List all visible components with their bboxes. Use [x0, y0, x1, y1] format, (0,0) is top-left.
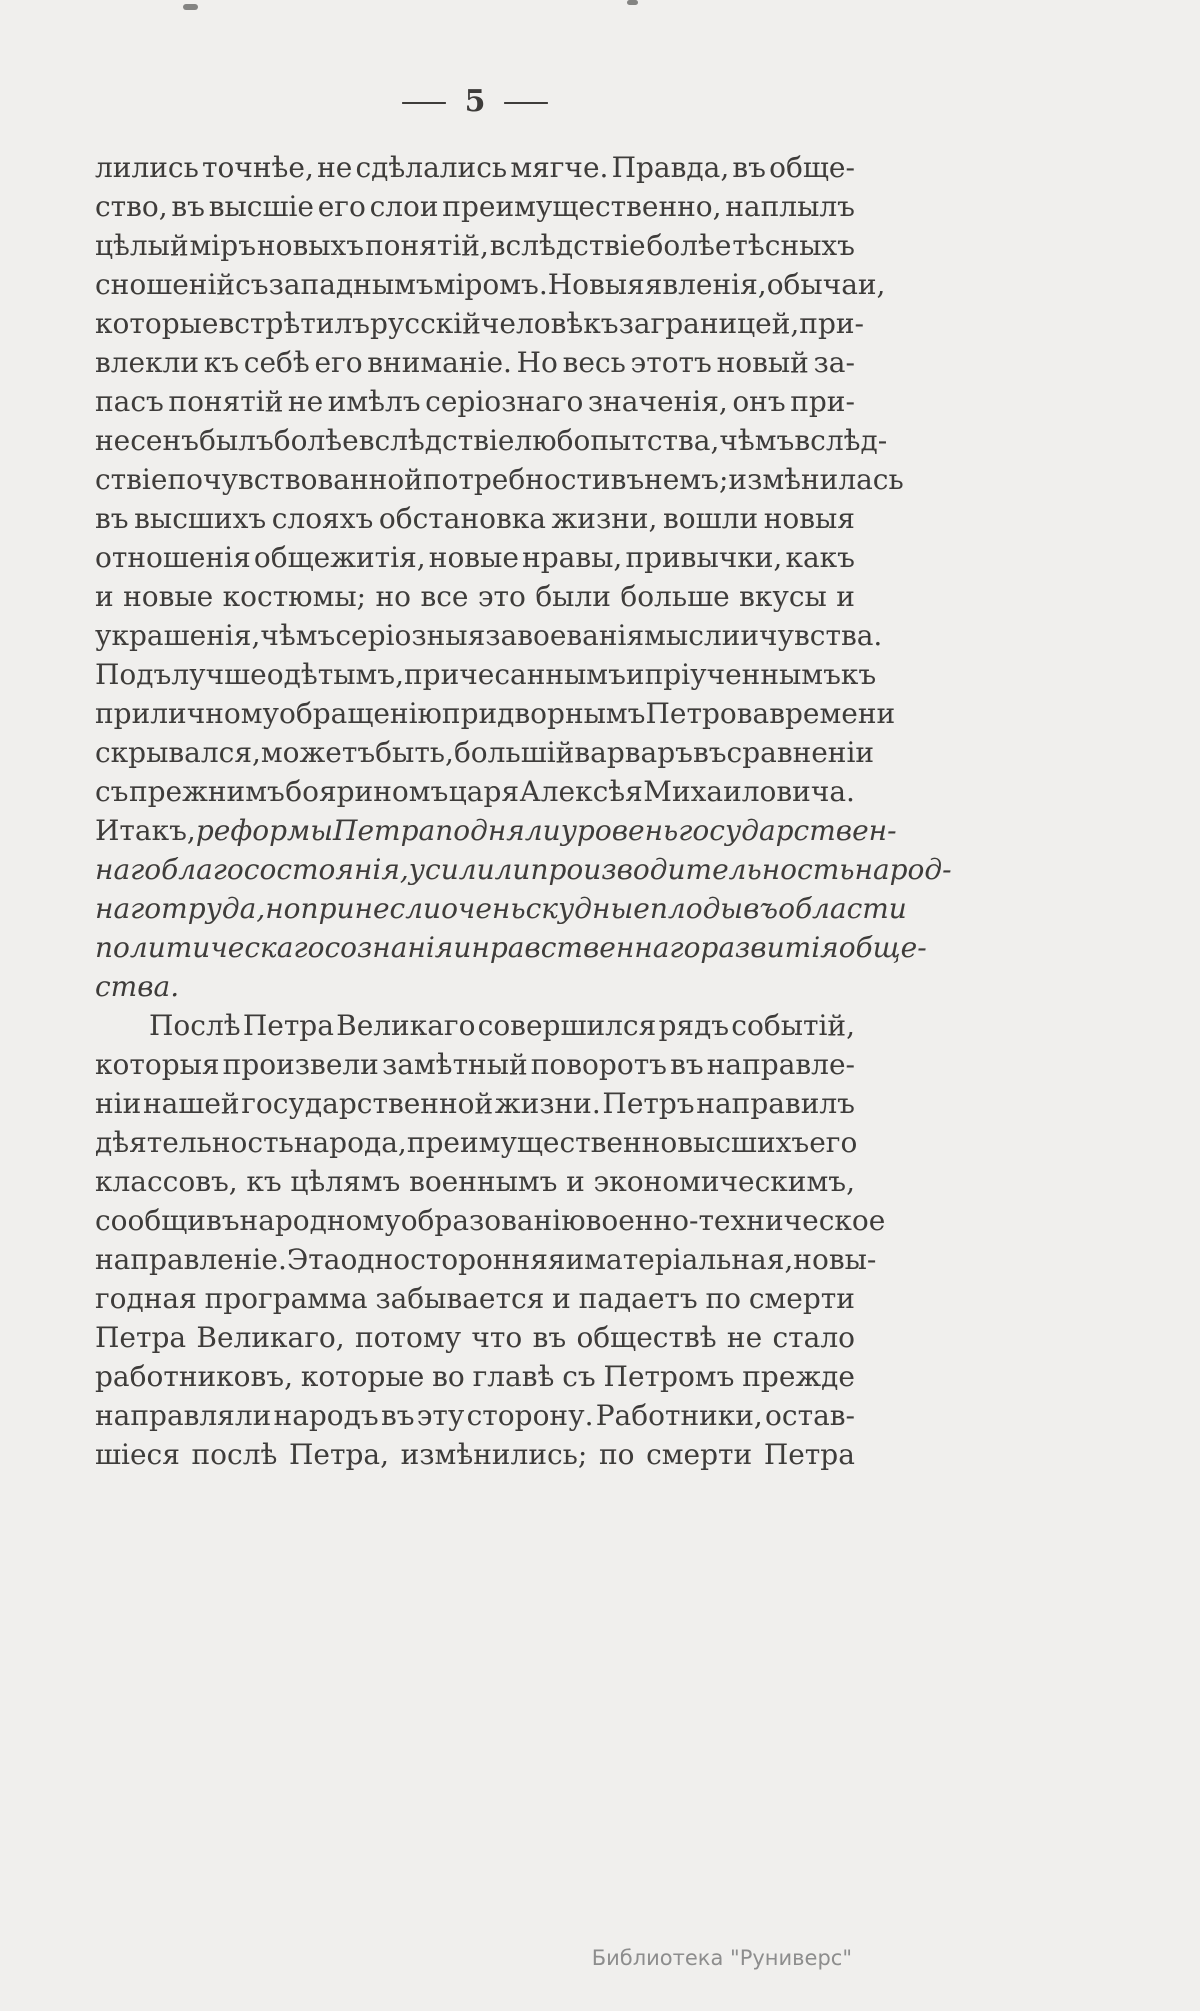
word: Петръ	[602, 1087, 695, 1120]
word: болѣе	[646, 229, 732, 262]
word: произвели	[222, 1048, 379, 1081]
word: это	[477, 580, 526, 613]
word: не	[287, 385, 324, 418]
word: остав-	[765, 1399, 855, 1432]
word-italic: развитія	[700, 931, 839, 964]
word: сторону.	[466, 1399, 594, 1432]
text-line	[95, 1123, 858, 1162]
word: отношенія	[95, 541, 251, 574]
word: по	[598, 1438, 635, 1471]
word: обществѣ	[576, 1321, 717, 1354]
text-line	[95, 382, 855, 421]
word: и	[740, 619, 760, 652]
word: направленіе.	[95, 1243, 287, 1276]
word: чѣмъ	[260, 619, 336, 652]
word: цѣлый	[95, 229, 189, 262]
word: которыя	[95, 1048, 220, 1081]
word: тѣсныхъ	[732, 229, 855, 262]
word: народъ	[273, 1399, 379, 1432]
word: были	[535, 580, 611, 613]
word-italic: сознанія	[324, 931, 454, 964]
word: народному	[239, 1204, 401, 1237]
word: по	[705, 1282, 742, 1315]
scan-artifact	[627, 0, 638, 5]
page-number: 5	[464, 84, 486, 119]
word: костюмы;	[222, 580, 367, 613]
word: стало	[772, 1321, 855, 1354]
word: сдѣлались	[355, 151, 508, 184]
word: приличному	[95, 697, 279, 730]
word: обще-	[769, 151, 855, 184]
word-italic: и	[453, 931, 472, 964]
text-line	[95, 811, 897, 850]
word: цѣлямъ	[290, 1165, 401, 1198]
word: времени	[769, 697, 896, 730]
word-italic: обще-	[838, 931, 927, 964]
word-italic: политическаго	[95, 931, 325, 964]
word: чувства.	[759, 619, 883, 652]
header-dash-right: —	[502, 84, 551, 119]
word: придворнымъ	[441, 697, 646, 730]
text-line	[95, 772, 855, 811]
word: быть,	[375, 736, 454, 769]
text-line	[95, 499, 855, 538]
word: мягче.	[510, 151, 609, 184]
word: и	[95, 580, 114, 613]
word: нравы,	[522, 541, 623, 574]
word: Итакъ,	[95, 814, 196, 847]
text-line	[95, 889, 907, 928]
word-italic: уровень	[560, 814, 679, 847]
word: большій	[453, 736, 575, 769]
word: работниковъ,	[95, 1360, 293, 1393]
word: во	[432, 1360, 465, 1393]
word: былъ	[198, 424, 274, 457]
word: слои	[369, 190, 439, 223]
word: измѣнились;	[400, 1438, 588, 1471]
word: варваръ	[574, 736, 693, 769]
word: бояриномъ	[285, 775, 449, 808]
word-italic: реформы	[195, 814, 334, 847]
word: скрывался,	[95, 736, 261, 769]
word: къ	[246, 1165, 282, 1198]
word: потому	[354, 1321, 462, 1354]
word: все	[420, 580, 469, 613]
text-line	[95, 967, 855, 1006]
word: вы-	[828, 1243, 877, 1276]
word: направляли	[95, 1399, 272, 1432]
word: эту	[416, 1399, 465, 1432]
word: которые	[300, 1360, 425, 1393]
text-line	[95, 577, 855, 616]
word: ство,	[95, 190, 168, 223]
word: человѣкъ	[480, 307, 619, 340]
word: можетъ	[260, 736, 376, 769]
word: Эта	[286, 1243, 341, 1276]
word: Михаиловича.	[643, 775, 855, 808]
word: жизни.	[494, 1087, 601, 1120]
word: серіознаго	[425, 385, 584, 418]
word: Правда,	[611, 151, 730, 184]
word: украшенія,	[95, 619, 261, 652]
word: немъ;	[644, 463, 729, 496]
scan-artifact	[183, 4, 198, 10]
word: Петра	[763, 1438, 855, 1471]
word: значенія,	[587, 385, 728, 418]
word: причесаннымъ	[403, 658, 626, 691]
header-dash-left: —	[399, 84, 448, 119]
word: экономическимъ,	[593, 1165, 855, 1198]
body-text	[95, 148, 952, 1474]
word: понятій,	[365, 229, 489, 262]
word-italic: благосостоянія,	[161, 853, 409, 886]
word: образованію	[400, 1204, 586, 1237]
word: вслѣд-	[794, 424, 888, 457]
word: смерти	[748, 1282, 855, 1315]
word: совершился	[477, 1009, 657, 1042]
word: замѣтный	[381, 1048, 528, 1081]
word: онъ	[732, 385, 786, 418]
word: съ	[95, 775, 129, 808]
word: военнымъ	[409, 1165, 558, 1198]
text-line	[95, 226, 855, 265]
word: преимущественно,	[442, 190, 722, 223]
word: русскій	[369, 307, 481, 340]
word: но	[375, 580, 412, 613]
word: одѣтымъ,	[266, 658, 404, 691]
word: народа,	[293, 1126, 407, 1159]
word: Великаго,	[196, 1321, 345, 1354]
word: въ	[670, 1048, 704, 1081]
word: серіозныя	[335, 619, 486, 652]
word: въ	[610, 463, 645, 496]
word: за	[618, 307, 651, 340]
word: болѣе	[273, 424, 359, 457]
word: какъ	[785, 541, 855, 574]
word: слояхъ	[271, 502, 374, 535]
word: прежнимъ	[128, 775, 285, 808]
word-italic: области	[778, 892, 907, 925]
word: въ	[380, 1399, 415, 1432]
word: встрѣтилъ	[218, 307, 370, 340]
word: жизни,	[551, 502, 658, 535]
word: что	[471, 1321, 523, 1354]
word: измѣнилась	[728, 463, 904, 496]
word: въ	[171, 190, 205, 223]
text-line	[95, 1240, 877, 1279]
text-line	[95, 1318, 855, 1357]
word: этотъ	[630, 346, 712, 379]
word: чѣмъ	[719, 424, 795, 457]
word: смерти	[646, 1438, 753, 1471]
text-line	[95, 187, 855, 226]
word: весь	[562, 346, 626, 379]
word: шіеся	[95, 1438, 180, 1471]
word: высшихъ	[134, 502, 267, 535]
word-italic: ства.	[95, 970, 180, 1003]
word: новыхъ	[256, 229, 365, 262]
text-line	[95, 1279, 855, 1318]
word: и	[565, 1243, 585, 1276]
library-watermark: Библиотека "Руниверс"	[591, 1946, 852, 1970]
word: и	[566, 1165, 585, 1198]
word: нашей	[142, 1087, 240, 1120]
word: понятій	[168, 385, 284, 418]
word: программа	[204, 1282, 368, 1315]
word: годная	[95, 1282, 197, 1315]
word-italic: но	[265, 892, 301, 925]
word-italic: народ-	[854, 853, 952, 886]
word: сравненіи	[726, 736, 875, 769]
word: и	[552, 1282, 571, 1315]
word: больше	[620, 580, 730, 613]
text-line	[95, 1045, 855, 1084]
word: съ	[562, 1360, 596, 1393]
word: направилъ	[696, 1087, 855, 1120]
word: наплылъ	[725, 190, 855, 223]
word: міръ	[189, 229, 257, 262]
text-line	[95, 616, 883, 655]
word-italic: нравственнаго	[471, 931, 701, 964]
word-italic: въ	[743, 892, 779, 925]
word: царя	[448, 775, 520, 808]
text-line	[95, 1357, 855, 1396]
word-italic: принесли	[300, 892, 442, 925]
word: за-	[813, 346, 855, 379]
word: къ	[203, 346, 240, 379]
word: общежитія,	[253, 541, 426, 574]
word: при-	[790, 385, 855, 418]
word: лились	[95, 151, 199, 184]
word: вниманіе.	[367, 346, 512, 379]
word: обычаи,	[766, 268, 886, 301]
text-line	[95, 928, 927, 967]
text-line	[95, 343, 855, 382]
word: имѣлъ	[327, 385, 421, 418]
text-line	[95, 1084, 855, 1123]
word: матеріальная,	[584, 1243, 794, 1276]
word: новые	[123, 580, 214, 613]
word: къ	[840, 658, 877, 691]
word: Петрова	[645, 697, 770, 730]
word-italic: наго	[95, 892, 162, 925]
word-italic: очень	[441, 892, 526, 925]
word: лучше	[171, 658, 267, 691]
word: и	[836, 580, 855, 613]
word: главѣ	[472, 1360, 555, 1393]
text-line	[95, 421, 888, 460]
text-line	[95, 148, 855, 187]
word: привычки,	[625, 541, 783, 574]
word: Послѣ	[149, 1009, 241, 1042]
word: въ	[732, 151, 766, 184]
text-line	[95, 538, 855, 577]
word: явленія,	[644, 268, 767, 301]
word-italic: производительность	[530, 853, 855, 886]
word: Великаго	[336, 1009, 476, 1042]
word: которые	[95, 307, 219, 340]
word: мысли	[644, 619, 741, 652]
text-line	[95, 733, 875, 772]
text-line	[95, 1162, 855, 1201]
word: вслѣдствіе	[489, 229, 646, 262]
text-line	[95, 1201, 886, 1240]
word: но	[793, 1243, 829, 1276]
text-line	[95, 694, 896, 733]
word: почувствованной	[167, 463, 423, 496]
word: новый	[716, 346, 809, 379]
word: сношеній	[95, 268, 236, 301]
word: при-	[799, 307, 865, 340]
word: Новыя	[547, 268, 645, 301]
word: влекли	[95, 346, 200, 379]
text-line	[95, 850, 952, 889]
word: обращенію	[278, 697, 442, 730]
word: пріученнымъ	[644, 658, 841, 691]
word: послѣ	[191, 1438, 278, 1471]
word: вслѣдствіе	[358, 424, 515, 457]
word: Петромъ	[603, 1360, 735, 1393]
word: его	[314, 346, 363, 379]
word: новыя	[763, 502, 855, 535]
word: вошли	[663, 502, 759, 535]
word: Но	[516, 346, 558, 379]
text-line	[95, 655, 877, 694]
word-italic: наго	[95, 853, 162, 886]
word: вкусы	[739, 580, 827, 613]
word-italic: государствен-	[678, 814, 897, 847]
word: поворотъ	[530, 1048, 667, 1081]
word: военно-техническое	[585, 1204, 886, 1237]
word: рядъ	[658, 1009, 730, 1042]
word: его	[317, 190, 366, 223]
word: ніи	[95, 1087, 142, 1120]
word: несенъ	[95, 424, 199, 457]
word: дѣятельность	[95, 1126, 294, 1159]
word: въ	[692, 736, 727, 769]
word: высшіе	[208, 190, 315, 223]
word: завоеванія	[485, 619, 645, 652]
page-header	[95, 84, 855, 119]
word: пасъ	[95, 385, 164, 418]
word: въ	[95, 502, 129, 535]
word: высшихъ	[677, 1126, 810, 1159]
word: не	[726, 1321, 763, 1354]
word: не	[317, 151, 353, 184]
text-line	[95, 304, 865, 343]
word: направле-	[706, 1048, 855, 1081]
word: съ	[235, 268, 269, 301]
word-italic: подняли	[435, 814, 561, 847]
word-italic: труда,	[161, 892, 266, 925]
word: Работники,	[595, 1399, 763, 1432]
word: новые	[428, 541, 519, 574]
word: преимущественно	[406, 1126, 678, 1159]
word-italic: скудные	[525, 892, 650, 925]
word: событій,	[731, 1009, 855, 1042]
word: Петра	[95, 1321, 187, 1354]
word: Петра	[242, 1009, 334, 1042]
word: въ	[532, 1321, 567, 1354]
word: падаетъ	[578, 1282, 698, 1315]
text-line	[95, 460, 904, 499]
word: границей,	[650, 307, 800, 340]
word: Алексѣя	[519, 775, 643, 808]
word: Подъ	[95, 658, 172, 691]
word: себѣ	[243, 346, 310, 379]
text-line	[95, 1435, 855, 1474]
word: западнымъ	[268, 268, 434, 301]
text-line	[95, 265, 886, 304]
word: прежде	[742, 1360, 855, 1393]
word: ствіе	[95, 463, 168, 496]
word: любопытства,	[514, 424, 720, 457]
word-italic: усилили	[408, 853, 531, 886]
word: сообщивъ	[95, 1204, 240, 1237]
word: Петра,	[289, 1438, 389, 1471]
word-italic: плоды	[649, 892, 744, 925]
text-line	[95, 1006, 855, 1045]
word-italic: Петра	[333, 814, 436, 847]
word: односторонняя	[340, 1243, 566, 1276]
word: потребности	[422, 463, 611, 496]
text-line	[95, 1396, 855, 1435]
word: точнѣе,	[202, 151, 314, 184]
word: государственной	[241, 1087, 494, 1120]
word: и	[625, 658, 645, 691]
word: его	[809, 1126, 858, 1159]
word: забывается	[375, 1282, 545, 1315]
word: міромъ.	[433, 268, 548, 301]
word: классовъ,	[95, 1165, 238, 1198]
word: обстановка	[378, 502, 546, 535]
